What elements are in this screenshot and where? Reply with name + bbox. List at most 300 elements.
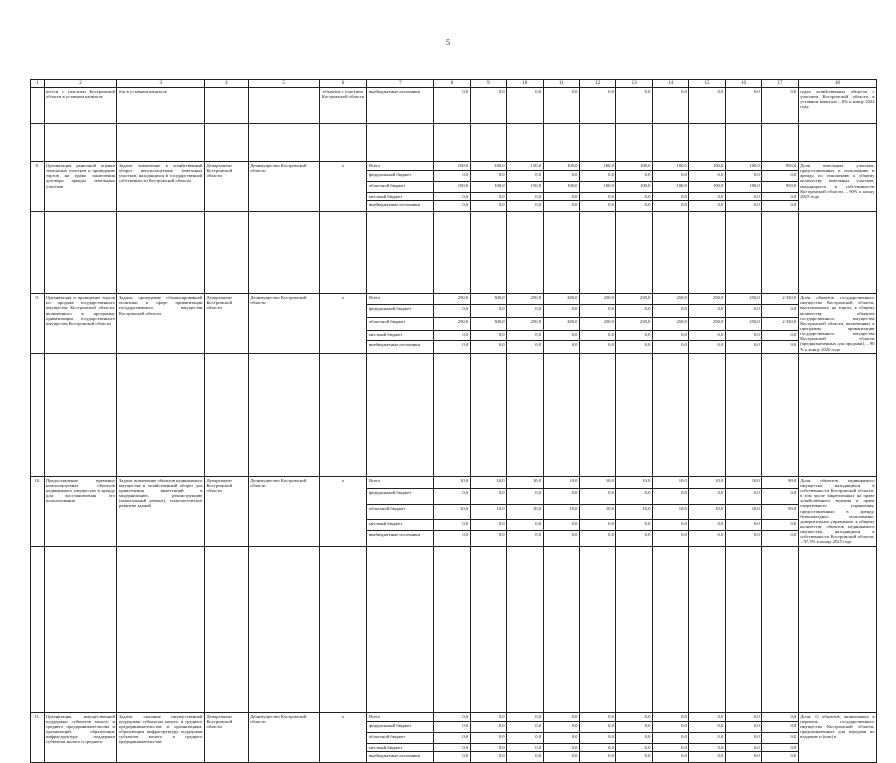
funding-value: 10,0	[470, 504, 506, 519]
activity-indicator: годах хозяйственных обществ с участием Костромской области в уставном капитале – 6% к концу 2022 года	[798, 88, 876, 124]
funding-value: 0,0	[725, 340, 761, 353]
funding-value: 0,0	[470, 193, 506, 201]
funding-value: 0,0	[725, 751, 761, 762]
activity-name: Организация и проведение торгов по продаже государственного имущества Костромской области, включенного в программу приватизации государственного имущества Костромской области	[44, 294, 117, 354]
funding-value: 0,0	[616, 193, 652, 201]
funding-value: 0,0	[543, 304, 579, 317]
funding-value: 0,0	[507, 712, 543, 721]
spacer-cell	[507, 353, 543, 476]
funding-value: 0,0	[652, 88, 688, 124]
column-number-cell: 2	[44, 80, 117, 88]
funding-value: 0,0	[579, 751, 615, 762]
spacer-cell	[44, 546, 117, 712]
funding-value: 0,0	[652, 330, 688, 340]
spacer-cell	[762, 212, 798, 294]
funding-value: 0,0	[434, 531, 470, 546]
funding-value: 0,0	[507, 304, 543, 317]
funding-value: 0,0	[762, 721, 798, 732]
funding-value: 250,0	[652, 294, 688, 305]
spacer-cell	[616, 546, 652, 712]
funding-value: 0,0	[725, 531, 761, 546]
funding-value: 10,0	[725, 476, 761, 489]
column-number-cell: 12	[579, 80, 615, 88]
activity-coexecutor	[248, 88, 319, 124]
spacer-cell	[367, 353, 434, 476]
activity-task: Задача: вовлечение в хозяйственный оборот неиспользуемых земельных участков, находящихся в государственной собственности Костромской области	[117, 162, 205, 212]
funding-value: 0,0	[434, 743, 470, 751]
funding-source: областной бюджет	[367, 182, 434, 193]
spacer-cell	[725, 212, 761, 294]
funding-value: 0,0	[616, 751, 652, 762]
column-number-row	[31, 80, 877, 88]
activity-task: Задача: вовлечение объектов недвижимого имущества в хозяйственный оборот для привлечения инвестиций в модернизацию, реконструкцию (капитальный ремонт), технологическое развитие зданий	[117, 476, 205, 546]
activity-object: объектов с участием Костромской области	[319, 88, 367, 124]
funding-value: 0,0	[470, 330, 506, 340]
funding-value: 100,0	[470, 162, 506, 171]
funding-source: федеральный бюджет	[367, 721, 434, 732]
funding-value: 0,0	[470, 201, 506, 212]
funding-value: 0,0	[470, 732, 506, 743]
funding-value: 0,0	[652, 519, 688, 530]
column-number-cell: 14	[652, 80, 688, 88]
funding-value: 0,0	[725, 201, 761, 212]
funding-value: 0,0	[652, 489, 688, 504]
funding-value: 100,0	[470, 182, 506, 193]
funding-value: 10,0	[579, 476, 615, 489]
spacer-cell	[470, 124, 506, 162]
funding-value: 0,0	[579, 171, 615, 182]
funding-value: 250,0	[507, 294, 543, 305]
funding-value: 250,0	[434, 317, 470, 330]
activity-indicator: Доля объектов государственного имущества Костромской области, выставленного на торгах, к общему количеству объектов государственного имущества Костромской области, включенных в программу приватизации государственного имущества Костромской области (предназначенных для продажи), – 90 % к концу 2020 года	[800, 295, 875, 352]
funding-value: 0,0	[616, 519, 652, 530]
activity-name: шести с участием Костромской области в уставном капитале	[44, 88, 117, 124]
column-number-cell: 7	[367, 80, 434, 88]
spacer-cell	[689, 353, 725, 476]
funding-value: 0,0	[507, 519, 543, 530]
funding-value: 0,0	[652, 201, 688, 212]
funding-value: 0,0	[579, 193, 615, 201]
funding-value: 0,0	[689, 304, 725, 317]
funding-value: 250,0	[507, 317, 543, 330]
funding-value: 0,0	[470, 712, 506, 721]
funding-value: 150,0	[507, 162, 543, 171]
funding-value: 0,0	[543, 712, 579, 721]
spacer-cell	[319, 124, 367, 162]
funding-source: местный бюджет	[367, 743, 434, 751]
funding-value: 2 330,0	[762, 317, 798, 330]
section-spacer-row	[31, 212, 877, 294]
funding-value: 10,0	[689, 476, 725, 489]
funding-value: 0,0	[543, 721, 579, 732]
funding-value: 0,0	[762, 743, 798, 751]
spacer-cell	[434, 212, 470, 294]
spacer-cell	[798, 353, 876, 476]
table-row	[31, 294, 877, 305]
table-row	[31, 88, 877, 124]
funding-value: 0,0	[434, 519, 470, 530]
funding-value: 0,0	[507, 340, 543, 353]
spacer-cell	[117, 546, 205, 712]
funding-value: 0,0	[762, 531, 798, 546]
funding-value: 0,0	[762, 751, 798, 762]
funding-value: 0,0	[689, 751, 725, 762]
spacer-cell	[248, 353, 319, 476]
funding-value: 90,0	[762, 504, 798, 519]
spacer-cell	[434, 353, 470, 476]
funding-value: 0,0	[507, 171, 543, 182]
funding-source: федеральный бюджет	[367, 489, 434, 504]
spacer-cell	[117, 353, 205, 476]
funding-value: 100,0	[689, 162, 725, 171]
spacer-cell	[652, 353, 688, 476]
funding-value: 0,0	[543, 732, 579, 743]
funding-value: 0,0	[762, 712, 798, 721]
funding-value: 10,0	[507, 476, 543, 489]
activity-object: х	[319, 476, 367, 546]
funding-value: 0,0	[616, 732, 652, 743]
funding-value: 0,0	[434, 721, 470, 732]
funding-value: 10,0	[652, 476, 688, 489]
spacer-cell	[579, 353, 615, 476]
funding-value: 0,0	[507, 330, 543, 340]
funding-value: 0,0	[652, 712, 688, 721]
funding-value: 10,0	[543, 504, 579, 519]
funding-source: Всего	[367, 476, 434, 489]
funding-value: 0,0	[616, 489, 652, 504]
funding-value: 0,0	[434, 201, 470, 212]
funding-source: Всего	[367, 294, 434, 305]
column-number-cell: 1	[31, 80, 45, 88]
funding-value: 250,0	[579, 317, 615, 330]
spacer-cell	[31, 212, 45, 294]
funding-source: внебюджетные источники	[367, 201, 434, 212]
funding-value: 0,0	[762, 304, 798, 317]
activity-number: 9.	[31, 294, 45, 354]
funding-value: 0,0	[616, 721, 652, 732]
funding-value: 0,0	[543, 489, 579, 504]
funding-value: 100,0	[652, 162, 688, 171]
funding-value: 0,0	[579, 721, 615, 732]
funding-source: внебюджетные источники	[367, 751, 434, 762]
activity-coexecutor: Депимущество Костромской области	[248, 294, 319, 354]
funding-value: 250,0	[616, 317, 652, 330]
funding-value: 0,0	[652, 340, 688, 353]
funding-value: 0,0	[762, 519, 798, 530]
funding-value: 0,0	[616, 201, 652, 212]
funding-value: 0,0	[434, 193, 470, 201]
funding-value: 0,0	[689, 732, 725, 743]
funding-value: 0,0	[689, 489, 725, 504]
spacer-cell	[798, 212, 876, 294]
activity-task: Задача: оказание имущественной поддержки субъектам малого и среднего предпринимательства и организациям, образующим инфраструктуру поддержки субъектов малого и среднего предпринимательства	[117, 712, 205, 762]
funding-value: 0,0	[616, 712, 652, 721]
funding-value: 0,0	[507, 743, 543, 751]
funding-value: 0,0	[725, 193, 761, 201]
funding-value: 10,0	[725, 504, 761, 519]
column-number-cell: 10	[507, 80, 543, 88]
funding-value: 0,0	[434, 732, 470, 743]
funding-value: 250,0	[579, 294, 615, 305]
spacer-cell	[725, 124, 761, 162]
funding-value: 0,0	[616, 330, 652, 340]
spacer-cell	[762, 546, 798, 712]
activity-name: Организация рыночной оценки земельных участков и проведение торгов на право заключения договора аренды земельных участков	[44, 162, 117, 212]
funding-value: 0,0	[470, 171, 506, 182]
funding-value: 100,0	[725, 162, 761, 171]
funding-value: 0,0	[470, 340, 506, 353]
spacer-cell	[319, 546, 367, 712]
funding-value: 0,0	[725, 732, 761, 743]
spacer-cell	[367, 546, 434, 712]
spacer-cell	[616, 353, 652, 476]
funding-value: 0,0	[689, 721, 725, 732]
funding-source: внебюджетные источники	[367, 531, 434, 546]
section-spacer-row	[31, 546, 877, 712]
spacer-cell	[652, 546, 688, 712]
spacer-cell	[652, 124, 688, 162]
spacer-cell	[204, 212, 248, 294]
funding-value: 0,0	[689, 193, 725, 201]
funding-source: федеральный бюджет	[367, 304, 434, 317]
funding-value: 0,0	[434, 171, 470, 182]
column-number-cell: 6	[319, 80, 367, 88]
spacer-cell	[689, 546, 725, 712]
funding-value: 0,0	[652, 743, 688, 751]
funding-value: 0,0	[470, 721, 506, 732]
funding-value: 300,0	[470, 294, 506, 305]
funding-source: местный бюджет	[367, 519, 434, 530]
spacer-cell	[31, 124, 45, 162]
spacer-cell	[762, 353, 798, 476]
funding-value: 0,0	[579, 712, 615, 721]
table-row	[31, 162, 877, 171]
funding-value: 0,0	[616, 304, 652, 317]
spacer-cell	[204, 124, 248, 162]
activity-executor: Департамент Костромской области	[204, 162, 248, 212]
funding-value: 0,0	[543, 330, 579, 340]
spacer-cell	[470, 212, 506, 294]
activity-indicator: Доля: 1) объектов, включенных в перечень государственного имущества Костромской области, предназначенных для передачи во владение и (или) в	[798, 712, 876, 762]
funding-value: 0,0	[543, 193, 579, 201]
funding-value: 0,0	[652, 531, 688, 546]
funding-value: 0,0	[543, 743, 579, 751]
spacer-cell	[470, 546, 506, 712]
funding-value: 0,0	[543, 751, 579, 762]
funding-value: 0,0	[434, 304, 470, 317]
activity-indicator: Доля объектов недвижимого имущества, находящихся в собственности Костромской области, в том числе закрепленных на праве хозяйственного ведения и праве оперативного управления, предоставленных в аренду, безвозмездное пользование, доверительное управление, к общему количеству объектов недвижимого имущества, находящихся в собственности Костромской области, – 97,5% к концу 2025 года	[800, 477, 875, 545]
activity-indicator: Доля земельных участков, предоставленных в пользование и аренду, по отношению к общему количеству земельных участков, находящихся в собственности Костромской области, – 90% к концу 2025 года	[798, 162, 876, 212]
column-number-cell: 15	[689, 80, 725, 88]
funding-value: 0,0	[470, 489, 506, 504]
activity-task: ети в уставном капитале	[117, 88, 205, 124]
funding-value: 0,0	[543, 531, 579, 546]
funding-value: 250,0	[434, 294, 470, 305]
column-number-cell: 16	[725, 80, 761, 88]
activity-task: Задача: проведение сбалансированной политики в сфере приватизации государственного имущества Костромской области	[117, 294, 205, 354]
funding-value: 10,0	[689, 504, 725, 519]
funding-value: 0,0	[579, 88, 615, 124]
spacer-cell	[117, 124, 205, 162]
funding-value: 0,0	[762, 340, 798, 353]
funding-value: 0,0	[434, 88, 470, 124]
funding-value: 100,0	[579, 162, 615, 171]
activity-coexecutor: Депимущество Костромской области	[248, 162, 319, 212]
funding-value: 0,0	[543, 201, 579, 212]
spacer-cell	[367, 124, 434, 162]
funding-value: 100,0	[689, 182, 725, 193]
spacer-cell	[319, 353, 367, 476]
funding-value: 0,0	[616, 531, 652, 546]
funding-source: областной бюджет	[367, 732, 434, 743]
funding-value: 0,0	[507, 732, 543, 743]
funding-source: внебюджетные источники	[367, 88, 434, 124]
funding-value: 10,0	[579, 504, 615, 519]
funding-value: 0,0	[470, 751, 506, 762]
funding-value: 250,0	[652, 317, 688, 330]
funding-value: 100,0	[579, 182, 615, 193]
funding-value: 100,0	[434, 162, 470, 171]
funding-value: 250,0	[689, 317, 725, 330]
funding-value: 0,0	[434, 489, 470, 504]
spacer-cell	[725, 546, 761, 712]
column-number-cell: 8	[434, 80, 470, 88]
activity-name: Организация имущественной поддержки субъектов малого и среднего предпринимательства и организаций, образующих инфраструктуру поддержки субъектов малого и среднего	[44, 712, 117, 762]
funding-source: внебюджетные источники	[367, 340, 434, 353]
funding-value: 0,0	[725, 489, 761, 504]
spacer-cell	[798, 546, 876, 712]
spacer-cell	[248, 212, 319, 294]
funding-value: 10,0	[616, 504, 652, 519]
funding-value: 0,0	[725, 712, 761, 721]
funding-value: 950,0	[762, 162, 798, 171]
spacer-cell	[689, 124, 725, 162]
funding-value: 0,0	[689, 743, 725, 751]
funding-value: 0,0	[507, 751, 543, 762]
page-number: 5	[446, 38, 450, 47]
funding-value: 10,0	[470, 476, 506, 489]
funding-value: 0,0	[689, 201, 725, 212]
spacer-cell	[762, 124, 798, 162]
funding-value: 0,0	[543, 340, 579, 353]
funding-value: 0,0	[762, 193, 798, 201]
funding-value: 0,0	[689, 712, 725, 721]
funding-value: 0,0	[652, 193, 688, 201]
spacer-cell	[367, 212, 434, 294]
funding-value: 10,0	[434, 504, 470, 519]
funding-value: 0,0	[434, 751, 470, 762]
funding-value: 0,0	[689, 531, 725, 546]
column-number-cell: 9	[470, 80, 506, 88]
funding-source: федеральный бюджет	[367, 171, 434, 182]
column-number-cell: 4	[204, 80, 248, 88]
spacer-cell	[44, 353, 117, 476]
spacer-cell	[652, 212, 688, 294]
spacer-cell	[579, 124, 615, 162]
funding-source: областной бюджет	[367, 504, 434, 519]
funding-value: 0,0	[507, 201, 543, 212]
activity-object: х	[319, 294, 367, 354]
funding-value: 0,0	[470, 304, 506, 317]
funding-value: 0,0	[579, 531, 615, 546]
funding-source: областной бюджет	[367, 317, 434, 330]
activity-number	[31, 88, 45, 124]
funding-value: 250,0	[725, 317, 761, 330]
activity-executor	[204, 88, 248, 124]
funding-value: 0,0	[689, 88, 725, 124]
funding-value: 10,0	[616, 476, 652, 489]
funding-value: 0,0	[579, 201, 615, 212]
spacer-cell	[543, 124, 579, 162]
funding-value: 0,0	[579, 743, 615, 751]
table-row	[31, 476, 877, 489]
spacer-cell	[507, 212, 543, 294]
spacer-cell	[204, 353, 248, 476]
funding-value: 0,0	[507, 721, 543, 732]
spacer-cell	[689, 212, 725, 294]
funding-value: 0,0	[725, 88, 761, 124]
funding-value: 0,0	[616, 340, 652, 353]
funding-source: Всего	[367, 162, 434, 171]
spacer-cell	[117, 212, 205, 294]
funding-source: местный бюджет	[367, 330, 434, 340]
funding-value: 250,0	[725, 294, 761, 305]
spacer-cell	[44, 212, 117, 294]
funding-value: 0,0	[762, 171, 798, 182]
funding-value: 0,0	[434, 712, 470, 721]
activity-coexecutor: Депимущество Костромской области	[248, 712, 319, 762]
funding-value: 0,0	[689, 519, 725, 530]
funding-value: 10,0	[543, 476, 579, 489]
activity-number: 10.	[31, 476, 45, 546]
spacer-cell	[507, 546, 543, 712]
activity-coexecutor: Депимущество Костромской области	[248, 476, 319, 546]
funding-value: 250,0	[689, 294, 725, 305]
funding-value: 950,0	[762, 182, 798, 193]
activity-executor: Департамент Костромской области	[204, 712, 248, 762]
activity-executor: Департамент Костромской области	[204, 476, 248, 546]
funding-value: 0,0	[725, 519, 761, 530]
funding-value: 0,0	[579, 732, 615, 743]
funding-value: 0,0	[470, 88, 506, 124]
funding-value: 100,0	[543, 162, 579, 171]
funding-value: 0,0	[507, 193, 543, 201]
funding-value: 0,0	[579, 304, 615, 317]
spacer-cell	[319, 212, 367, 294]
activity-object: х	[319, 712, 367, 762]
activity-number: 11.	[31, 712, 45, 762]
funding-value: 0,0	[434, 340, 470, 353]
spacer-cell	[543, 353, 579, 476]
table-row	[31, 712, 877, 721]
funding-value: 0,0	[762, 201, 798, 212]
activity-number: 8.	[31, 162, 45, 212]
funding-value: 0,0	[689, 340, 725, 353]
funding-value: 280,0	[543, 294, 579, 305]
funding-value: 100,0	[616, 162, 652, 171]
column-number-cell: 17	[762, 80, 798, 88]
funding-value: 0,0	[507, 489, 543, 504]
funding-value: 0,0	[762, 489, 798, 504]
funding-value: 0,0	[579, 489, 615, 504]
funding-value: 0,0	[507, 531, 543, 546]
spacer-cell	[434, 546, 470, 712]
funding-value: 0,0	[616, 171, 652, 182]
spacer-cell	[579, 546, 615, 712]
funding-value: 0,0	[434, 330, 470, 340]
funding-source: местный бюджет	[367, 193, 434, 201]
spacer-cell	[470, 353, 506, 476]
